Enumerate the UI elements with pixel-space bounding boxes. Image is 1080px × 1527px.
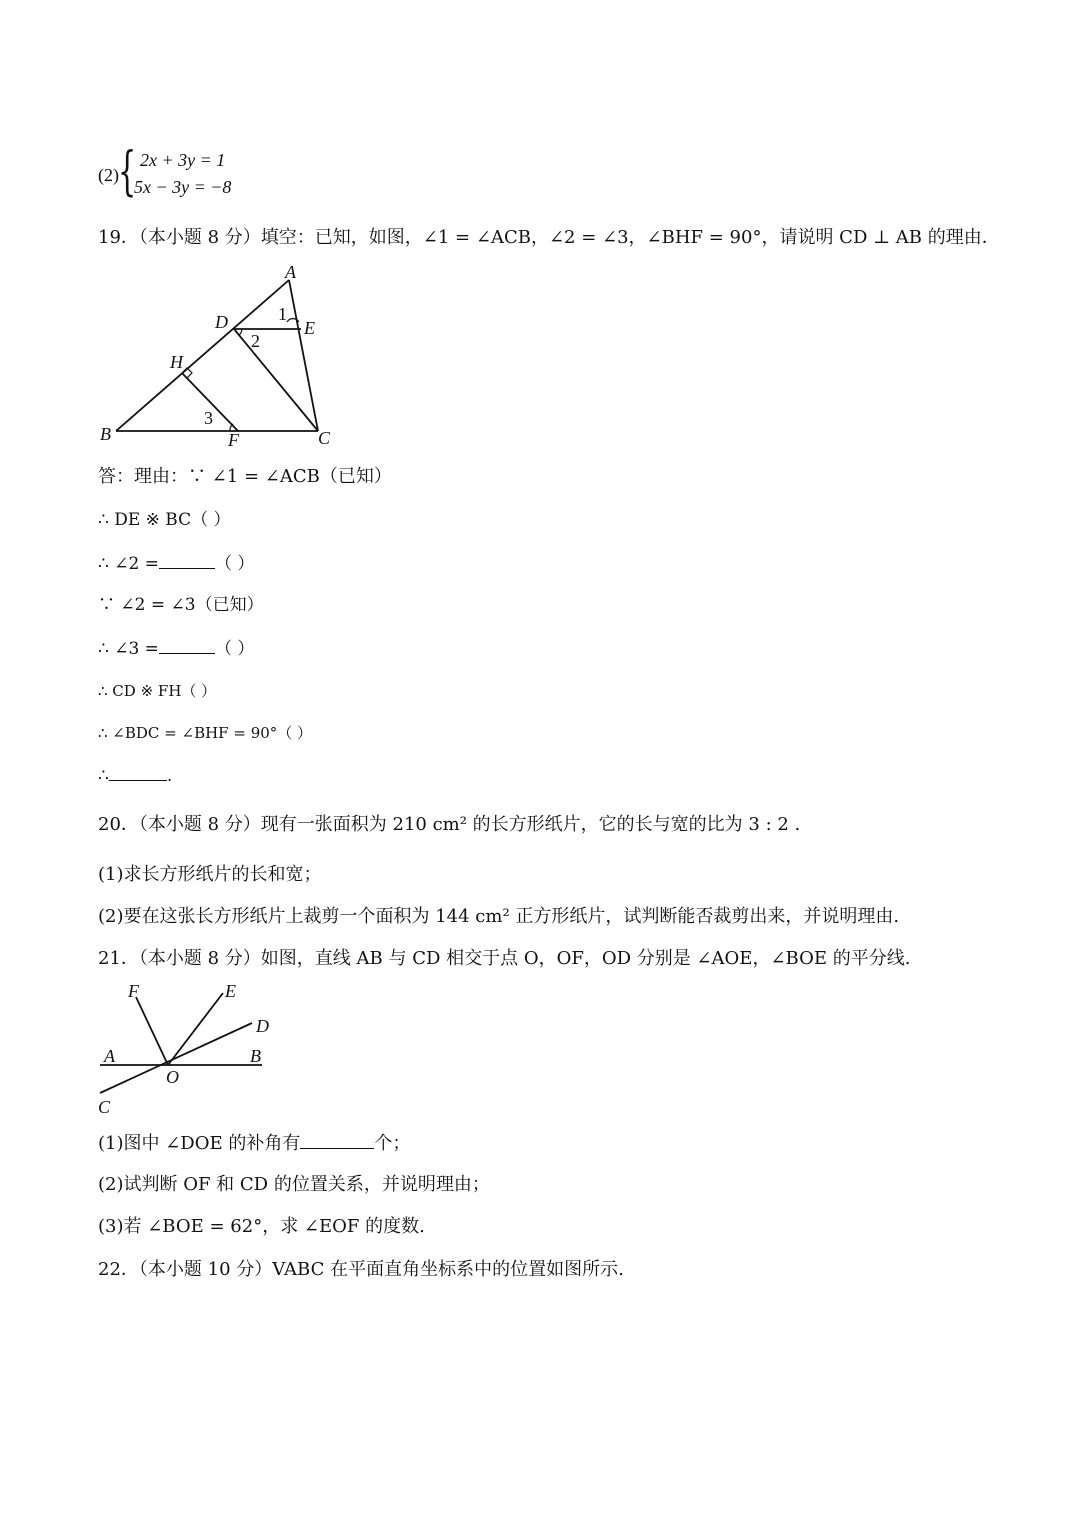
label-d: D: [215, 312, 228, 332]
q20-part-2: (2)要在这张长方形纸片上裁剪一个面积为 144 cm² 正方形纸片，试判断能否裁剪出来，并说明理由.: [98, 906, 900, 927]
answer-blank-supplement-count[interactable]: [300, 1132, 374, 1149]
answer-blank-angle3[interactable]: [159, 637, 215, 654]
q20-header: 20．（本小题 8 分）现有一张面积为 210 cm² 的长方形纸片，它的长与宽的比为 3 : 2 .: [98, 814, 801, 835]
q19-step-3-text: ∴ ∠2 =: [98, 554, 159, 574]
system-brace: {: [118, 142, 137, 202]
label-c: C: [318, 428, 331, 448]
q21-part-1: [98, 1132, 410, 1155]
q19-step-6: ∴ CD ※ FH（ ）: [98, 682, 217, 700]
q19-step-7: ∴ ∠BDC = ∠BHF = 90°（ ）: [98, 724, 313, 742]
q19-step-8: [98, 764, 172, 787]
q19-step-2: ∴ DE ※ BC（ ）: [98, 510, 231, 530]
q21-header: 21．（本小题 8 分）如图，直线 AB 与 CD 相交于点 O，OF，OD 分别是 ∠AOE，∠BOE 的平分线.: [98, 948, 911, 969]
side-ab: [116, 280, 289, 431]
label-angle-1: 1: [278, 304, 287, 324]
label-a: A: [285, 262, 296, 282]
label-f: F: [228, 430, 239, 450]
segment-dc: [234, 329, 318, 431]
answer-blank-angle2[interactable]: [159, 552, 215, 569]
q19-step-1: 答：理由：∵ ∠1 = ∠ACB（已知）: [98, 466, 392, 487]
label-b: B: [100, 424, 111, 444]
q19-step-5: [98, 637, 254, 660]
q19-step-8-text: ∴: [98, 766, 109, 786]
q19-triangle-figure: [90, 258, 350, 458]
label-a: A: [104, 1046, 115, 1066]
side-ac: [289, 280, 318, 431]
q21-part-2: (2)试判断 OF 和 CD 的位置关系，并说明理由；: [98, 1174, 490, 1195]
ray-oe: [168, 993, 223, 1065]
q21-part-1-end: 个；: [374, 1133, 411, 1154]
equation-2: 5x − 3y = −8: [134, 177, 232, 197]
q19-step-3: [98, 552, 254, 575]
q20-part-1: (1)求长方形纸片的长和宽；: [98, 864, 322, 885]
q19-step-5-text: ∴ ∠3 =: [98, 639, 159, 659]
equation-1: 2x + 3y = 1: [140, 150, 226, 170]
q19-step-8-end: .: [166, 766, 173, 786]
label-angle-3: 3: [204, 408, 213, 428]
label-c: C: [98, 1097, 111, 1117]
q22-header: 22．（本小题 10 分）VABC 在平面直角坐标系中的位置如图所示.: [98, 1259, 624, 1280]
label-o: O: [166, 1067, 179, 1087]
q19-step-3-reason: （ ）: [214, 554, 255, 574]
label-e: E: [304, 318, 315, 338]
q21-part-1-text: (1)图中 ∠DOE 的补角有: [98, 1133, 301, 1154]
label-f: F: [128, 981, 139, 1001]
answer-blank-conclusion[interactable]: [109, 764, 167, 781]
label-d: D: [256, 1016, 269, 1036]
q21-lines-figure: [90, 975, 290, 1120]
q21-part-3: (3)若 ∠BOE = 62°，求 ∠EOF 的度数.: [98, 1216, 425, 1237]
system-label: (2): [98, 165, 119, 185]
q19-step-4: ∵ ∠2 = ∠3（已知）: [98, 595, 264, 615]
label-angle-2: 2: [251, 331, 260, 351]
label-e: E: [225, 981, 236, 1001]
q19-header: 19．（本小题 8 分）填空：已知，如图，∠1 = ∠ACB，∠2 = ∠3，∠BHF = 90°，请说明 CD ⊥ AB 的理由．: [98, 227, 1000, 248]
q19-step-5-reason: （ ）: [214, 639, 255, 659]
label-b: B: [250, 1046, 261, 1066]
label-h: H: [170, 352, 183, 372]
ray-of: [136, 997, 168, 1065]
